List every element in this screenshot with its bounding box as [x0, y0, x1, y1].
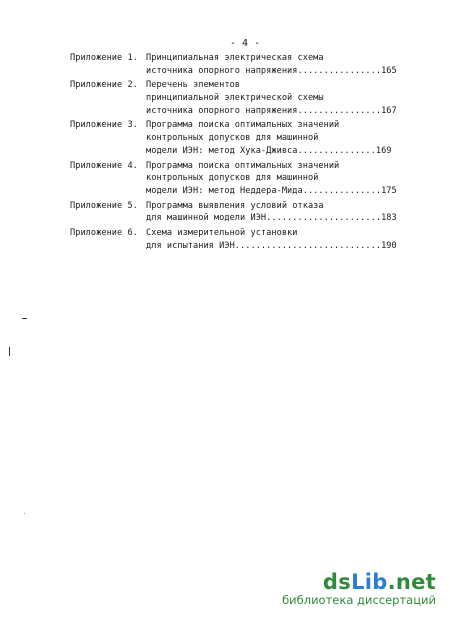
toc-entry-2 [70, 79, 410, 117]
page-number: - 4 - [230, 38, 261, 49]
dslib-watermark [282, 571, 436, 607]
toc-entry-line: источника опорного напряжения................167 [146, 105, 397, 116]
toc-entry-6 [70, 227, 410, 252]
scan-artifact-bar [9, 347, 10, 356]
scan-artifact-dot [24, 513, 25, 514]
toc-entry-label: Приложение 4. [70, 160, 138, 171]
toc-entry-line: модели ИЭН: метод Хука-Дживса...............169 [146, 145, 392, 156]
toc-entry-line: Принципиальная электрическая схема [146, 53, 324, 63]
toc-entry-4 [70, 160, 410, 198]
toc-entry-label: Приложение 2. [70, 80, 138, 91]
toc-entry-line: принципиальной электрической схемы [146, 93, 324, 104]
toc-entry-line: для испытания ИЭН............................190 [146, 240, 397, 251]
toc-entry-line: контрольных допусков для машинной [146, 133, 319, 144]
toc-entry-line: Программа поиска оптимальных значений [146, 160, 340, 171]
toc-entry-line: модели ИЭН: метод Неддера-Мида...............175 [146, 185, 397, 196]
toc-entry-line: Схема измерительной установки [146, 227, 298, 238]
dslib-subtitle: библиотека диссертаций [282, 593, 436, 607]
toc-entry-1 [70, 52, 410, 77]
toc-entry-5 [70, 200, 410, 225]
toc-entry-line: Программа поиска оптимальных значений [146, 120, 340, 131]
toc-entry-3 [70, 119, 410, 157]
toc-entry-label: Приложение 5. [70, 200, 138, 211]
toc-entry-line: источника опорного напряжения................165 [146, 65, 397, 76]
toc-entry-line: Перечень элементов [146, 80, 241, 91]
toc-entry-line: контрольных допусков для машинной [146, 173, 319, 184]
scan-artifact-dash [22, 318, 27, 319]
toc-entry-label: Приложение 6. [70, 227, 138, 238]
table-of-contents [70, 52, 410, 254]
toc-entry-label: Приложение 3. [70, 120, 138, 131]
dslib-logo: dsLib.net [322, 570, 436, 594]
toc-entry-line: Программа выявления условий отказа [146, 200, 324, 211]
toc-entry-line: для машинной модели ИЭН......................183 [146, 213, 397, 224]
toc-entry-label: Приложение 1. [70, 53, 138, 63]
